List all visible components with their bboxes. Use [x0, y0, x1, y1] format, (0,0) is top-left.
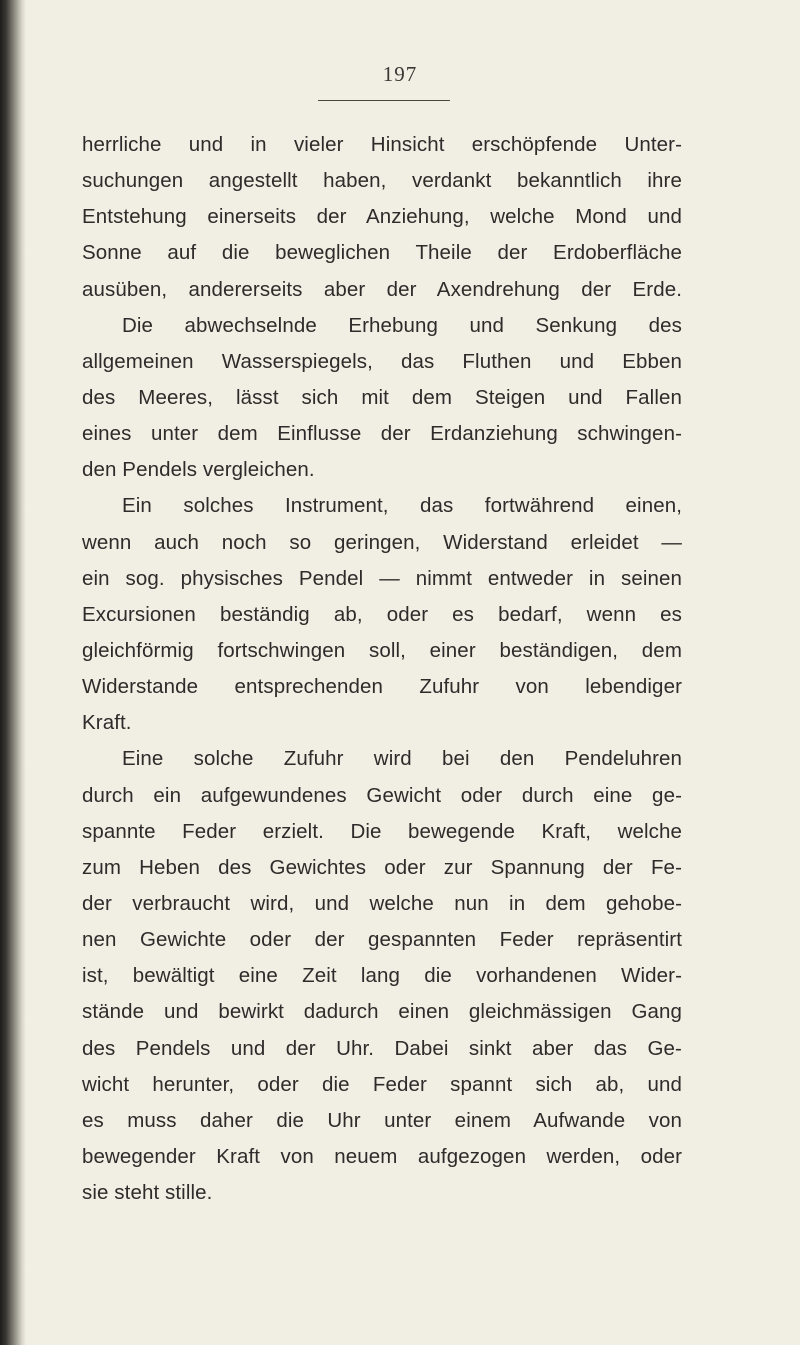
text-line: Widerstande entsprechenden Zufuhr von lebendiger — [82, 675, 682, 699]
text-line: sie steht stille. — [82, 1181, 213, 1205]
body-text — [82, 127, 682, 1211]
text-line: Kraft. — [82, 711, 132, 735]
text-line: Eine solche Zufuhr wird bei den Pendeluhren — [122, 747, 682, 771]
text-line: Sonne auf die beweglichen Theile der Erdoberfläche — [82, 241, 682, 265]
text-line: Ein solches Instrument, das fortwährend einen, — [122, 494, 682, 518]
text-line: ein sog. physisches Pendel — nimmt entweder in seinen — [82, 566, 682, 590]
text-line: durch ein aufgewundenes Gewicht oder durch eine ge- — [82, 783, 682, 807]
text-line: Die abwechselnde Erhebung und Senkung des — [122, 313, 682, 337]
text-line: der verbraucht wird, und welche nun in dem gehobe- — [82, 891, 682, 915]
text-line: ist, bewältigt eine Zeit lang die vorhandenen Wider- — [82, 964, 682, 988]
text-line: suchungen angestellt haben, verdankt bekanntlich ihre — [82, 169, 682, 193]
page-binding-edge — [0, 0, 26, 1345]
text-line: Entstehung einerseits der Anziehung, welche Mond und — [82, 205, 682, 229]
text-line: ausüben, andererseits aber der Axendrehung der Erde. — [82, 277, 682, 301]
header-rule — [318, 100, 450, 101]
text-line: allgemeinen Wasserspiegels, das Fluthen und Ebben — [82, 349, 682, 373]
page-number: 197 — [382, 62, 418, 86]
text-line: nen Gewichte oder der gespannten Feder repräsentirt — [82, 928, 682, 952]
text-line: herrliche und in vieler Hinsicht erschöpfende Unter- — [82, 133, 682, 156]
text-line: Excursionen beständig ab, oder es bedarf, wenn es — [82, 602, 682, 626]
text-line: des Meeres, lässt sich mit dem Steigen und Fallen — [82, 385, 682, 409]
text-line: den Pendels vergleichen. — [82, 458, 315, 482]
text-line: wicht herunter, oder die Feder spannt sich ab, und — [82, 1072, 682, 1096]
text-line: es muss daher die Uhr unter einem Aufwande von — [82, 1108, 682, 1132]
text-line: stände und bewirkt dadurch einen gleichmässigen Gang — [82, 1000, 682, 1024]
text-line: wenn auch noch so geringen, Widerstand erleidet — — [82, 530, 682, 554]
text-line: bewegender Kraft von neuem aufgezogen werden, oder — [82, 1144, 682, 1168]
text-line: spannte Feder erzielt. Die bewegende Kraft, welche — [82, 819, 682, 843]
text-line: gleichförmig fortschwingen soll, einer beständigen, dem — [82, 638, 682, 662]
text-line: zum Heben des Gewichtes oder zur Spannung der Fe- — [82, 855, 682, 879]
text-line: eines unter dem Einflusse der Erdanziehung schwingen- — [82, 422, 682, 446]
text-line: des Pendels und der Uhr. Dabei sinkt aber das Ge- — [82, 1036, 682, 1060]
